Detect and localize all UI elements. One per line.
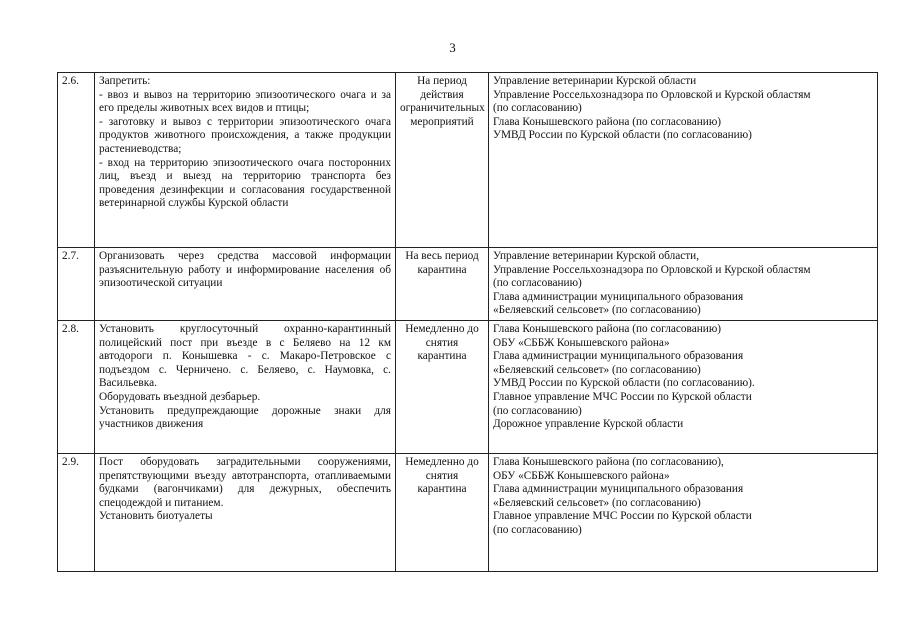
task-line: Пост оборудовать заградительными сооружениями, препятствующими въезду автотранспорта, отапливаемыми будками (вагончиками) для дежурных, обеспечить спецодеждой и питанием. [99, 456, 391, 509]
responsible-cell [489, 73, 878, 248]
task-line: Установить биотуалеты [99, 510, 213, 523]
measures-table [57, 72, 878, 572]
responsible-line: ОБУ «СББЖ Конышевского района» [493, 336, 670, 349]
item-number: 2.9. [58, 454, 95, 572]
responsible-line: (по согласованию) [493, 102, 582, 115]
task-cell [95, 321, 396, 454]
table-row [58, 321, 878, 454]
responsible-cell [489, 321, 878, 454]
responsible-line: Глава администрации муниципального образования [493, 290, 744, 303]
page-number: 3 [449, 40, 456, 55]
task-cell [95, 454, 396, 572]
responsible-line: Управление Россельхознадзора по Орловской и Курской областям [493, 88, 811, 101]
responsible-line: Глава Конышевского района (по согласованию), [493, 456, 724, 468]
task-line: Оборудовать въездной дезбарьер. [99, 390, 261, 403]
table-row [58, 248, 878, 321]
responsible-line: Главное управление МЧС России по Курской области [493, 510, 752, 523]
table-row [58, 454, 878, 572]
period-cell: На период действия ограничительных мероприятий [396, 73, 489, 248]
item-number: 2.7. [58, 248, 95, 321]
responsible-line: «Беляевский сельсовет» (по согласованию) [493, 496, 701, 509]
task-line: Установить круглосуточный охранно-карантинный полицейский пост при въезде в с Беляево на 12 км автодороги п. Конышевка - с. Макаро-Петровское с подъездом с. Черничено. с. Беляево, с. Наумовка, с. Васильевка. [99, 323, 391, 390]
task-line: - вход на территорию эпизоотического очага посторонних лиц, въезд и выезд на территорию транспорта без проведения дезинфекции и согласования государственной ветеринарной службы Курской области [99, 156, 391, 210]
responsible-line: Главное управление МЧС России по Курской области [493, 390, 752, 403]
responsible-line: «Беляевский сельсовет» (по согласованию) [493, 363, 701, 376]
responsible-line: УМВД России по Курской области (по согласованию). [493, 377, 755, 390]
task-line: - ввоз и вывоз на территорию эпизоотического очага и за его пределы животных всех видов и птицы; [99, 88, 391, 115]
responsible-line: Глава администрации муниципального образования [493, 350, 744, 363]
responsible-cell [489, 454, 878, 572]
responsible-line: Управление ветеринарии Курской области, [493, 250, 700, 262]
task-line: Установить предупреждающие дорожные знаки для участников движения [99, 404, 391, 431]
period-cell: Немедленно до снятия карантина [396, 321, 489, 454]
period-cell: На весь период карантина [396, 248, 489, 321]
responsible-line: Глава Конышевского района (по согласованию) [493, 323, 722, 335]
responsible-line: (по согласованию) [493, 523, 582, 536]
item-number: 2.8. [58, 321, 95, 454]
item-number: 2.6. [58, 73, 95, 248]
period-cell: Немедленно до снятия карантина [396, 454, 489, 572]
responsible-line: Управление ветеринарии Курской области [493, 75, 697, 87]
responsible-line: Глава администрации муниципального образования [493, 483, 744, 496]
task-line: - заготовку и вывоз с территории эпизоотического очага продуктов животного происхождения, а также продукции растениеводства; [99, 115, 391, 155]
table-row [58, 73, 878, 248]
responsible-line: УМВД России по Курской области (по согласованию) [493, 129, 752, 142]
responsible-line: (по согласованию) [493, 404, 582, 417]
task-cell [95, 248, 396, 321]
task-cell [95, 73, 396, 248]
responsible-line: Управление Россельхознадзора по Орловской и Курской областям [493, 263, 811, 276]
responsible-line: (по согласованию) [493, 277, 582, 290]
responsible-line: «Беляевский сельсовет» (по согласованию) [493, 304, 701, 317]
task-line: Запретить: [99, 75, 151, 87]
task-line: Организовать через средства массовой информации разъяснительную работу и информирование населения об эпизоотической ситуации [99, 250, 391, 290]
responsible-cell [489, 248, 878, 321]
responsible-line: Глава Конышевского района (по согласованию) [493, 115, 722, 128]
responsible-line: ОБУ «СББЖ Конышевского района» [493, 469, 670, 482]
responsible-line: Дорожное управление Курской области [493, 418, 684, 431]
